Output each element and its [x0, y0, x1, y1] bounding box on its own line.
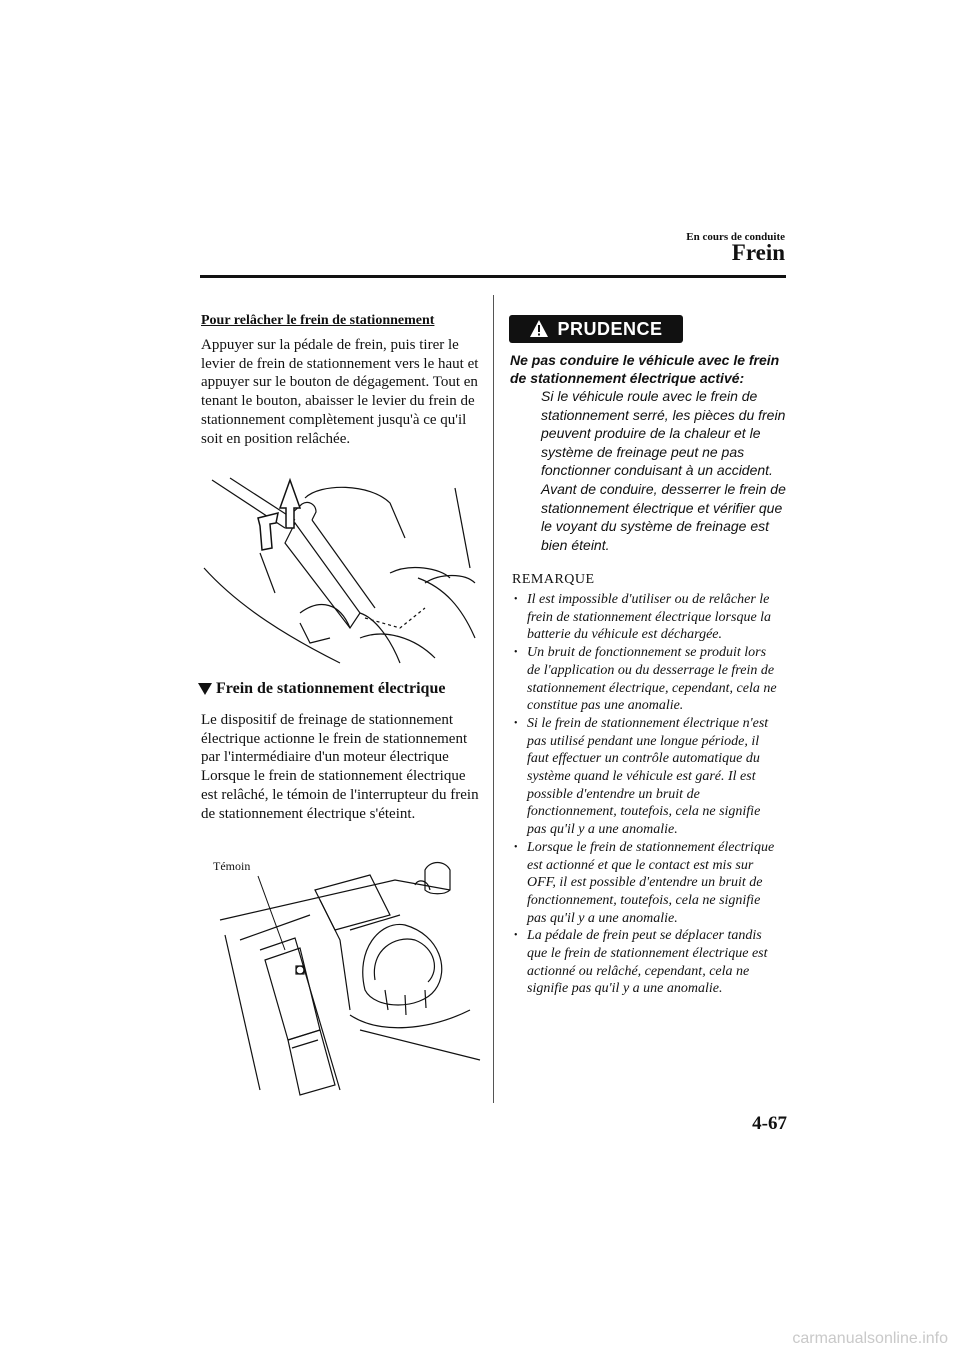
header-section-label: En cours de conduite [686, 231, 785, 243]
list-item: • La pédale de frein peut se déplacer tandis que le frein de stationnement électrique est actionné ou relâché, cependant, cela ne signifie pas qu'il y a une anomalie. [512, 927, 782, 998]
electric-parking-brake-description: Le dispositif de freinage de stationnement électrique actionne le frein de stationnement par l'intermédiaire d'un moteur électrique Lorsque le frein de stationnement électrique est relâché, le témoin de l'interrupteur du frein de stationnement électrique s'éteint. [201, 712, 479, 822]
header-rule [200, 275, 786, 278]
electric-parking-brake-heading [198, 680, 445, 698]
column-divider [493, 295, 494, 1103]
page-title: Frein [731, 240, 785, 265]
watermark: carmanualsonline.info [792, 1330, 948, 1347]
list-item: • Si le frein de stationnement électrique n'est pas utilisé pendant une longue période, il faut effectuer un contrôle automatique du système quand le véhicule est garé. Il est possible d'entendre un bruit de fonctionnement, toutefois, cela ne signifie pas qu'il y a une anomalie. [512, 715, 782, 839]
caution-title: Ne pas conduire le véhicule avec le frein de stationnement électrique activé: [510, 352, 780, 386]
note-title: REMARQUE [512, 572, 595, 587]
list-item: • Un bruit de fonctionnement se produit lors de l'application ou du desserrage le frein de stationnement électrique, cependant, cela ne constitue pas une anomalie. [512, 644, 782, 715]
note-list [512, 591, 782, 998]
parking-brake-switch-illustration [200, 840, 482, 1110]
figure-label-temoin: Témoin [213, 859, 251, 873]
parking-brake-lever-illustration [200, 468, 482, 668]
warning-icon [529, 319, 549, 339]
section-triangle-icon [198, 683, 212, 695]
caution-body: Si le véhicule roule avec le frein de stationnement serré, les pièces du frein peuvent produire de la chaleur et le système de freinage peut ne pas fonctionner conduisant à un accident. Avant de conduire, desserrer le frein de stationnement électrique et vérifier que le voyant du système de freinage est bien éteint. [541, 388, 786, 553]
page-number: 4-67 [752, 1113, 787, 1134]
release-instructions: Appuyer sur la pédale de frein, puis tirer le levier de frein de stationnement vers le haut et appuyer sur le bouton de dégagement. Tout en tenant le bouton, abaisser le levier du frein de stationnement complètement jusqu'à ce qu'il soit en position relâchée. [201, 337, 479, 447]
list-item: • Il est impossible d'utiliser ou de relâcher le frein de stationnement électrique lorsque la batterie du véhicule est déchargée. [512, 591, 782, 644]
release-subheading: Pour relâcher le frein de stationnement [201, 313, 435, 328]
section-heading-text: Frein de stationnement électrique [216, 680, 446, 697]
list-item: • Lorsque le frein de stationnement électrique est actionné et que le contact est mis sur OFF, il est possible d'entendre un bruit de fonctionnement, toutefois, cela ne signifie pas qu'il y a une anomalie. [512, 839, 782, 928]
caution-label: PRUDENCE [557, 318, 663, 339]
caution-banner [509, 315, 683, 343]
